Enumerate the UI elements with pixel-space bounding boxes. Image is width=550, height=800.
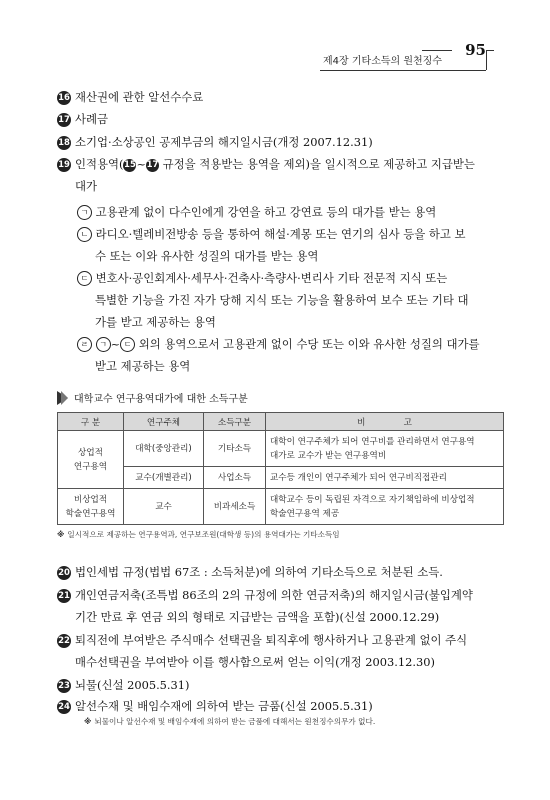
row2-note: 교수등 개인이 연구주체가 되어 연구비직접관리 [266,467,504,489]
row3-subject: 교수 [124,489,204,525]
row1-note: 대학이 연구주체가 되어 연구비를 관리하면서 연구용역 대가로 교수가 받는 연구용역비 [266,431,504,467]
item-23-text: 뇌물(신설 2005.5.31) [75,678,190,692]
row1-subject: 대학(중앙관리) [124,431,204,467]
header-corner-vertical [486,50,487,70]
item-number-23: 23 [58,681,70,691]
subitem-ref-a: ㄱ [96,337,111,352]
table-row [58,431,504,467]
table-footnote-text: 일시적으로 제공하는 연구용역과, 연구보조원(대학생 등)의 용역대가는 기타소득임 [67,530,340,539]
group-noncommercial: 비상업적 학술연구용역 [58,489,124,525]
table-row [58,467,504,489]
item-24 [57,695,503,717]
item-21-line1: 개인연금저축(조특법 86조의 2의 규정에 의한 연금저축)의 해지일시금(불입계약 [75,588,473,602]
table-footnote [57,529,503,541]
header-category: 구 분 [58,413,124,431]
subitem-mark-d: ㄹ [77,337,92,352]
subitem-b [77,223,505,267]
group-commercial: 상업적 연구용역 [58,431,124,489]
final-note [84,716,504,728]
subitem-mark-c: ㄷ [77,271,92,286]
subitem-d-line2: 받고 제공하는 용역 [95,359,191,373]
table-caption [57,391,503,407]
income-classification-table [57,412,504,525]
subitem-b-line2: 수 또는 이와 유사한 성질의 대가를 받는 용역 [95,249,319,263]
table-header-row [58,413,504,431]
subitem-mark-a: ㄱ [77,205,92,220]
subitem-b-line1: 라디오·텔레비전방송 등을 통하여 해설·계몽 또는 연기의 심사 등을 하고 보 [95,227,466,241]
item-19-text-a: 인적용역( [75,157,124,171]
item-17-text: 사례금 [75,112,109,126]
header-corner-horizontal [486,50,494,51]
item-number-17: 17 [58,115,70,125]
item-17 [57,108,503,130]
item-20-text: 법인세법 규정(법법 67조 : 소득처분)에 의하여 기타소득으로 처분된 소득. [75,565,443,579]
page-number: 95 [465,41,486,59]
item-19-text-c: 규정을 적용받는 용역을 제외)을 일시적으로 제공하고 지급받는 [159,157,475,171]
row1-income: 기타소득 [204,431,266,467]
subitem-a-text: 고용관계 없이 다수인에게 강연을 하고 강연료 등의 대가를 받는 용역 [95,205,437,219]
header-income-type: 소득구분 [204,413,266,431]
item-number-20: 20 [58,568,70,578]
item-22-line2: 매수선택권을 부여받아 이를 행사함으로써 얻는 이익(개정 2003.12.30) [75,655,435,669]
item-18 [57,131,503,153]
item-number-19: 19 [58,160,70,170]
item-number-21: 21 [58,591,70,601]
subitem-d: ㄹ ㄱ ~ ㄷ 외의 용역으로서 고용관계 없이 수당 또는 이와 유사한 성질의 대가를 받고 제공하는 용역 [77,333,505,377]
item-number-16: 16 [58,93,70,103]
item-21-line2: 기간 만료 후 연금 외의 형태로 지급받는 금액을 포함)(신설 2000.12.29) [75,610,440,624]
item-22-line1: 퇴직전에 부여받은 주식매수 선택권을 퇴직후에 행사하거나 고용관계 없이 주식 [75,633,468,647]
subitem-c-line2: 특별한 기능을 가진 자가 당해 지식 또는 기능을 활용하여 보수 또는 기타 대 [95,293,469,307]
subitem-c [77,267,505,333]
item-number-24: 24 [58,702,70,712]
item-19-tilde: ~ [136,157,147,171]
note-mark: ※ [57,530,65,539]
subitem-d-line1: 외의 용역으로서 고용관계 없이 수당 또는 이와 유사한 성질의 대가를 [138,337,480,351]
header-remarks: 비 고 [266,413,504,431]
ref-number-15: 15 [124,160,136,170]
page-header [0,40,550,68]
final-note-text: 뇌물이나 알선수재 및 배임수재에 의하여 받는 금품에 대해서는 원천징수의무가 없다. [94,717,376,726]
row2-income: 사업소득 [204,467,266,489]
subitem-a [77,201,505,223]
item-21 [57,584,503,628]
header-subject: 연구주체 [124,413,204,431]
header-rule-top [422,50,452,51]
header-rule-bottom [320,70,486,71]
item-19 [57,153,503,197]
subitem-mark-b: ㄴ [77,227,92,242]
item-number-18: 18 [58,138,70,148]
row2-subject: 교수(개별관리) [124,467,204,489]
item-20 [57,561,503,583]
item-16 [57,86,503,108]
ref-number-17: 17 [146,160,159,170]
item-number-22: 22 [58,636,70,646]
item-22 [57,629,503,673]
subitem-c-line3: 가를 받고 제공하는 용역 [95,315,216,329]
item-24-text: 알선수재 및 배임수재에 의하여 받는 금품(신설 2005.5.31) [75,699,373,713]
item-19-continuation: 대가 [75,179,98,193]
chapter-title: 제4장 기타소득의 원천징수 [323,56,442,67]
item-23 [57,674,503,696]
subitem-c-line1: 변호사·공인회계사·세무사·건축사·측량사·변리사 기타 전문적 지식 또는 [95,271,448,285]
item-16-text: 재산권에 관한 알선수수료 [75,90,204,104]
note-mark: ※ [84,717,92,726]
subitem-ref-c: ㄷ [120,337,135,352]
arrow-right-icon [61,391,68,405]
row3-income: 비과세소득 [204,489,266,525]
item-18-text: 소기업·소상공인 공제부금의 해지일시금(개정 2007.12.31) [75,135,373,149]
table-row [58,489,504,525]
row3-note: 대학교수 등이 독립된 자격으로 자기책임하에 비상업적 학술연구용역 제공 [266,489,504,525]
table-caption-text: 대학교수 연구용역대가에 대한 소득구분 [74,394,248,405]
